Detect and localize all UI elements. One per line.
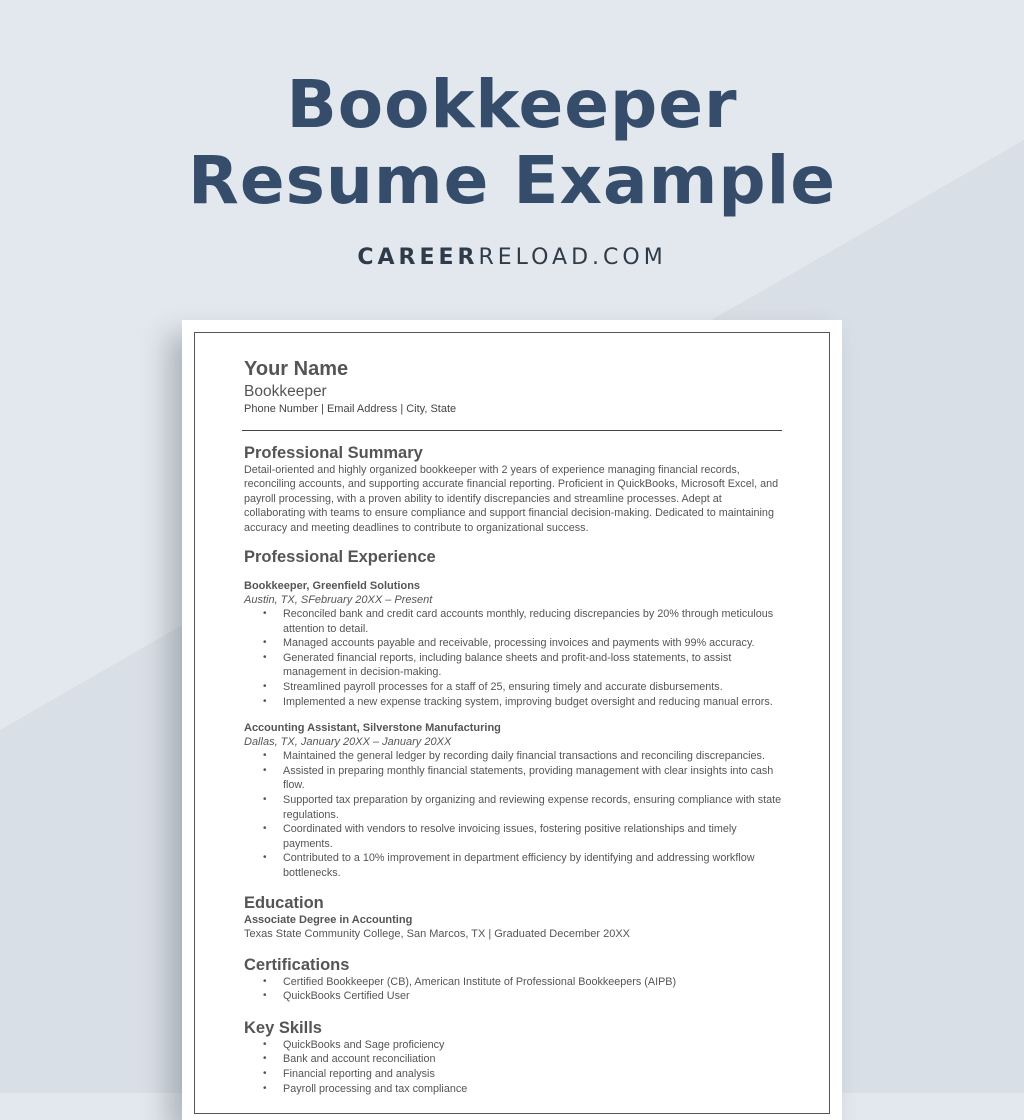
list-item: • Contributed to a 10% improvement in department efficiency by identifying and addressing workflow bottlenecks. — [283, 851, 784, 880]
hero-title-line2: Resume Example — [188, 142, 836, 219]
list-item: • Generated financial reports, including balance sheets and profit-and-loss statements, to assist management in decision-making. — [283, 651, 784, 680]
list-item: • QuickBooks and Sage proficiency — [283, 1038, 784, 1053]
job-title: Bookkeeper, Greenfield Solutions — [244, 580, 421, 593]
job-entry — [244, 579, 784, 709]
list-item: • Reconciled bank and credit card accounts monthly, reducing discrepancies by 20% through meticulous attention to detail. — [283, 607, 784, 636]
education-degree: Associate Degree in Accounting — [244, 913, 413, 926]
list-item: • Streamlined payroll processes for a staff of 25, ensuring timely and accurate disbursements. — [283, 680, 784, 695]
job-meta: Dallas, TX, January 20XX – January 20XX — [244, 736, 452, 749]
job-meta: Austin, TX, SFebruary 20XX – Present — [244, 594, 433, 607]
resume-name: Your Name — [244, 358, 349, 380]
list-item: • Maintained the general ledger by recording daily financial transactions and reconciling discrepancies. — [283, 749, 784, 764]
list-item: • Assisted in preparing monthly financial statements, providing management with clear insights into cash flow. — [283, 764, 784, 793]
list-item: • Certified Bookkeeper (CB), American Institute of Professional Bookkeepers (AIPB) — [283, 975, 784, 990]
skills-heading: Key Skills — [244, 1018, 322, 1037]
brand-light: RELOAD.COM — [478, 245, 667, 270]
list-item: • Financial reporting and analysis — [283, 1067, 784, 1082]
job-bullets — [244, 749, 784, 880]
resume-content — [244, 357, 784, 1096]
resume-page — [182, 320, 842, 1120]
summary-text: Detail-oriented and highly organized bookkeeper with 2 years of experience managing financial records, reconciling accounts, and supporting accurate financial reporting. Proficient in QuickBooks, Microsoft Excel, and payroll processing, with a proven ability to identify discrepancies and streamline processes. Adept at collaborating with teams to ensure compliance and support financial decision-making. Dedicated to maintaining accuracy and meeting deadlines to contribute to organizational success. — [244, 464, 779, 534]
skills-list — [244, 1038, 784, 1096]
list-item: • Managed accounts payable and receivable, processing invoices and payments with 99% accuracy. — [283, 636, 784, 651]
education-heading: Education — [244, 893, 324, 912]
list-item: • Implemented a new expense tracking system, improving budget oversight and reducing manual errors. — [283, 695, 784, 710]
job-entry — [244, 721, 784, 880]
job-title: Accounting Assistant, Silverstone Manufacturing — [244, 722, 501, 735]
header-divider — [242, 430, 782, 431]
experience-heading: Professional Experience — [244, 548, 436, 567]
brand-logo — [0, 245, 1024, 270]
certifications-list — [244, 975, 784, 1004]
certifications-heading: Certifications — [244, 955, 350, 974]
brand-bold: CAREER — [357, 245, 479, 270]
list-item: • Coordinated with vendors to resolve invoicing issues, fostering positive relationships and timely payments. — [283, 822, 784, 851]
list-item: • QuickBooks Certified User — [283, 989, 784, 1004]
list-item: • Supported tax preparation by organizing and reviewing expense records, ensuring compliance with state regulations. — [283, 793, 784, 822]
job-bullets — [244, 607, 784, 709]
education-detail: Texas State Community College, San Marcos, TX | Graduated December 20XX — [244, 927, 630, 940]
list-item: • Payroll processing and tax compliance — [283, 1082, 784, 1097]
summary-heading: Professional Summary — [244, 444, 423, 462]
list-item: • Bank and account reconciliation — [283, 1052, 784, 1067]
resume-role: Bookkeeper — [244, 383, 327, 400]
resume-contact: Phone Number | Email Address | City, State — [244, 403, 457, 415]
hero-title-line1: Bookkeeper — [286, 66, 738, 143]
